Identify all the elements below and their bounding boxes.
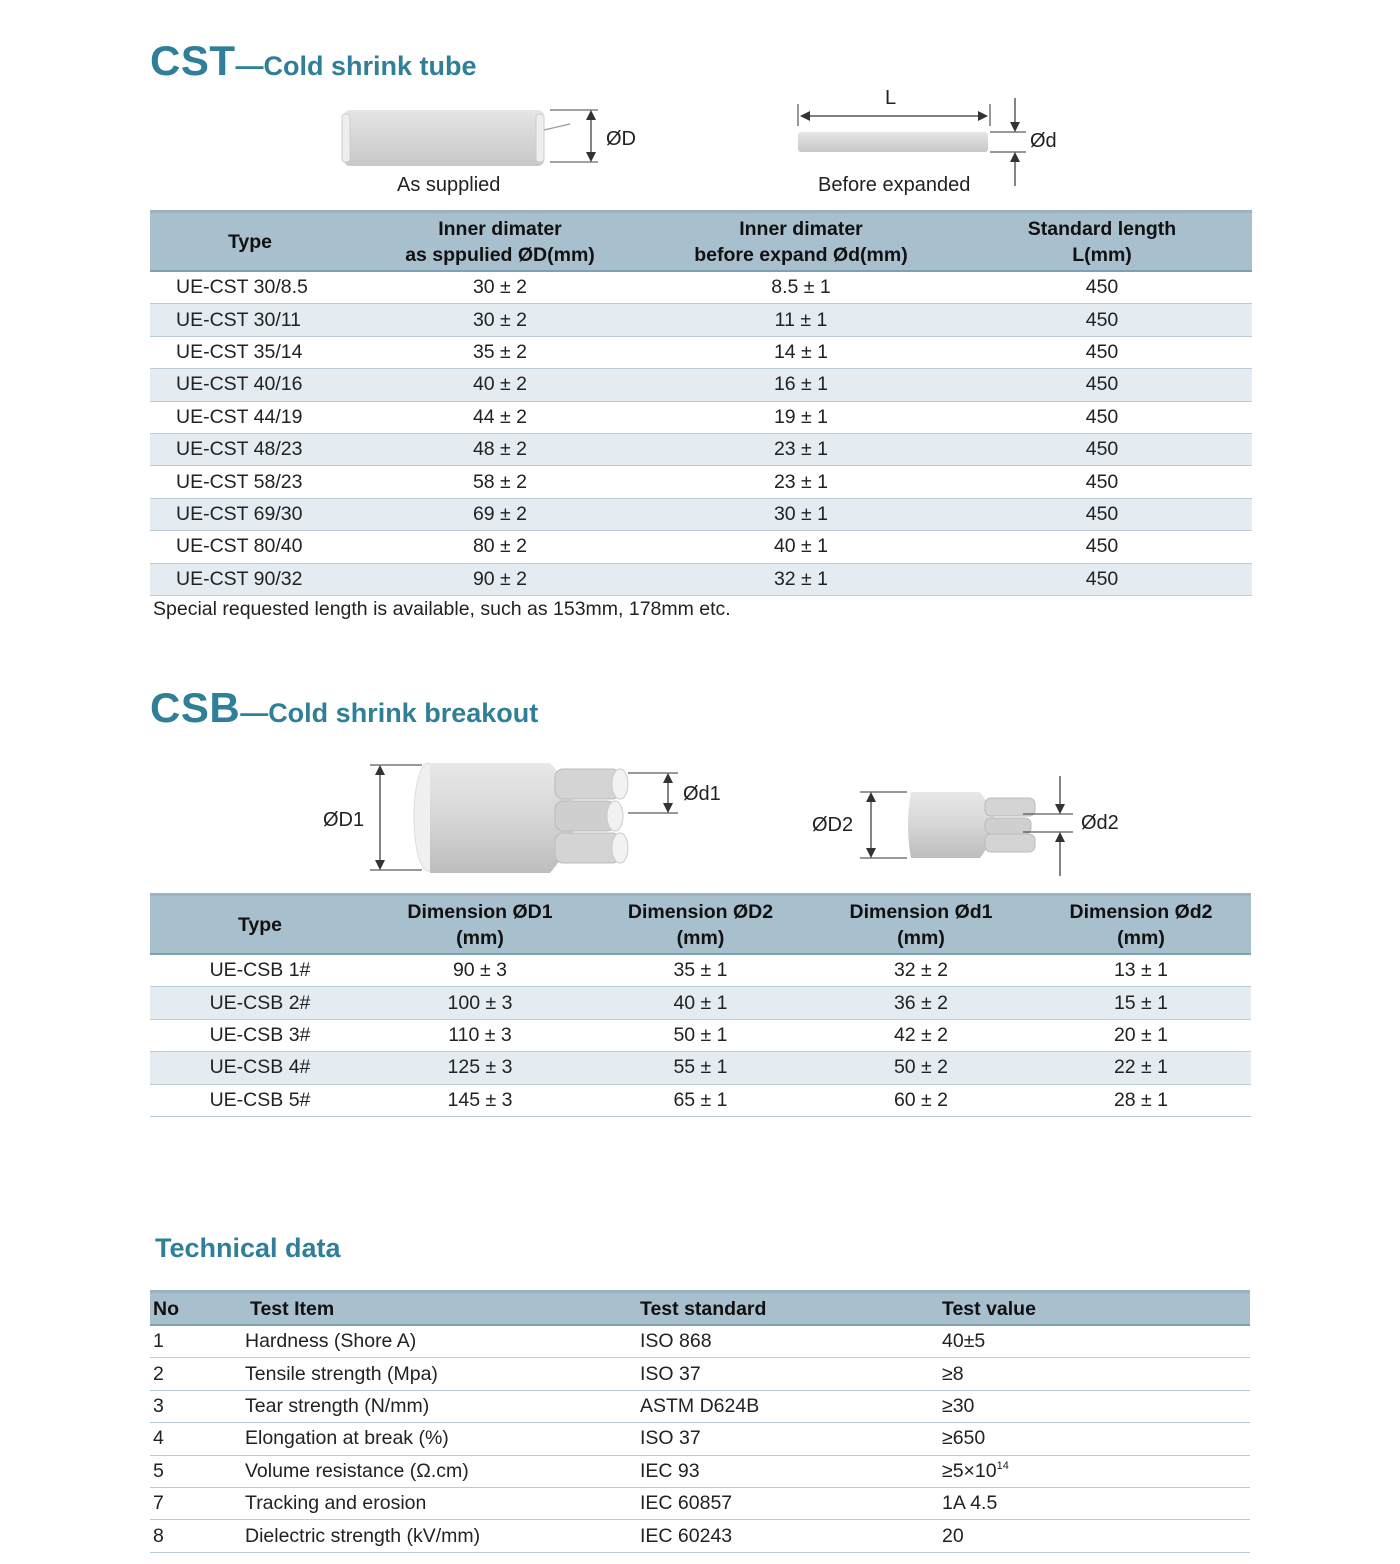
cst-dim-d-label: Ød: [1030, 130, 1057, 152]
table-row: 8 Dielectric strength (kV/mm) IEC 60243 20: [150, 1520, 1250, 1552]
csb-subtitle: Cold shrink breakout: [268, 698, 539, 728]
tech-header-standard: Test standard: [640, 1292, 942, 1326]
technical-data-title: Technical data: [155, 1233, 341, 1263]
csb-dim-D1-label: ØD1: [323, 809, 365, 831]
table-row: 4 Elongation at break (%) ISO 37 ≥650: [150, 1423, 1250, 1455]
table-row: 7 Tracking and erosion IEC 60857 1A 4.5: [150, 1487, 1250, 1519]
table-row: 3 Tear strength (N/mm) ASTM D624B ≥30: [150, 1390, 1250, 1422]
cst-header-type: Type: [150, 212, 350, 272]
table-row: UE-CSB 5# 145 ± 3 65 ± 1 60 ± 2 28 ± 1: [150, 1084, 1251, 1116]
table-row: UE-CSB 4# 125 ± 3 55 ± 1 50 ± 2 22 ± 1: [150, 1052, 1251, 1084]
cst-table: [150, 210, 1252, 596]
csb-dim-D2-label: ØD2: [812, 814, 854, 836]
volume-resistance-exponent: 14: [996, 1459, 1009, 1472]
cst-header-length: Standard length L(mm): [952, 212, 1252, 272]
cst-subtitle: Cold shrink tube: [263, 51, 477, 81]
technical-table-header: [150, 1292, 1250, 1326]
table-row: UE-CST 44/19 44 ± 2 19 ± 1 450: [150, 401, 1252, 433]
csb-section-title: [150, 684, 538, 732]
table-row: UE-CST 40/16 40 ± 2 16 ± 1 450: [150, 369, 1252, 401]
cst-dim-L-label: L: [885, 87, 897, 109]
table-row: UE-CSB 2# 100 ± 3 40 ± 1 36 ± 2 15 ± 1: [150, 987, 1251, 1019]
csb-dash: —: [240, 697, 269, 728]
tech-header-no: No: [150, 1292, 245, 1326]
technical-data-table: [150, 1290, 1250, 1553]
csb-header-d2: Dimension Ød2 (mm): [1031, 895, 1251, 955]
table-row: 5 Volume resistance (Ω.cm) IEC 93 $\ge 5\times 10^{14}$: [150, 1455, 1250, 1487]
csb-table: [150, 893, 1251, 1117]
table-row: UE-CST 80/40 80 ± 2 40 ± 1 450: [150, 531, 1252, 563]
cst-table-header: [150, 212, 1252, 272]
table-row: UE-CST 69/30 69 ± 2 30 ± 1 450: [150, 498, 1252, 530]
cst-dim-D-label: ØD: [606, 128, 636, 150]
table-row: 2 Tensile strength (Mpa) ISO 37 ≥8: [150, 1358, 1250, 1390]
cst-as-supplied-label: As supplied: [397, 174, 501, 196]
cst-header-inner-supplied: Inner dimater as sppulied ØD(mm): [350, 212, 650, 272]
table-row: UE-CSB 3# 110 ± 3 50 ± 1 42 ± 2 20 ± 1: [150, 1019, 1251, 1051]
csb-small-breakout-diagram: [855, 772, 1080, 882]
csb-large-breakout-diagram: [360, 755, 680, 880]
table-row: UE-CST 30/11 30 ± 2 11 ± 1 450: [150, 304, 1252, 336]
csb-dim-d2-label: Ød2: [1081, 812, 1119, 834]
cst-as-supplied-diagram: [330, 100, 650, 180]
cst-section-title: [150, 37, 477, 85]
csb-dim-d1-label: Ød1: [683, 783, 721, 805]
tech-header-value: Test value: [942, 1292, 1250, 1326]
tech-header-item: Test Item: [245, 1292, 640, 1326]
csb-header-D2: Dimension ØD2 (mm): [590, 895, 811, 955]
cst-header-inner-before: Inner dimater before expand Ød(mm): [650, 212, 952, 272]
csb-header-d1: Dimension Ød1 (mm): [811, 895, 1031, 955]
csb-code: CSB: [150, 684, 241, 731]
csb-header-D1: Dimension ØD1 (mm): [370, 895, 590, 955]
table-row: UE-CST 58/23 58 ± 2 23 ± 1 450: [150, 466, 1252, 498]
table-row: UE-CST 35/14 35 ± 2 14 ± 1 450: [150, 336, 1252, 368]
table-row: UE-CSB 1# 90 ± 3 35 ± 1 32 ± 2 13 ± 1: [150, 954, 1251, 987]
volume-resistance-value: ≥5×10: [942, 1459, 997, 1482]
cst-note: Special requested length is available, such as 153mm, 178mm etc.: [153, 598, 731, 620]
table-row: 1 Hardness (Shore A) ISO 868 40±5: [150, 1325, 1250, 1358]
cst-dash: —: [235, 50, 264, 81]
table-row: UE-CST 48/23 48 ± 2 23 ± 1 450: [150, 433, 1252, 465]
csb-header-type: Type: [150, 895, 370, 955]
table-row: UE-CST 90/32 90 ± 2 32 ± 1 450: [150, 563, 1252, 595]
cst-code: CST: [150, 37, 236, 84]
table-row: UE-CST 30/8.5 30 ± 2 8.5 ± 1 450: [150, 271, 1252, 304]
cst-before-expanded-label: Before expanded: [818, 174, 971, 196]
csb-table-header: [150, 895, 1251, 955]
